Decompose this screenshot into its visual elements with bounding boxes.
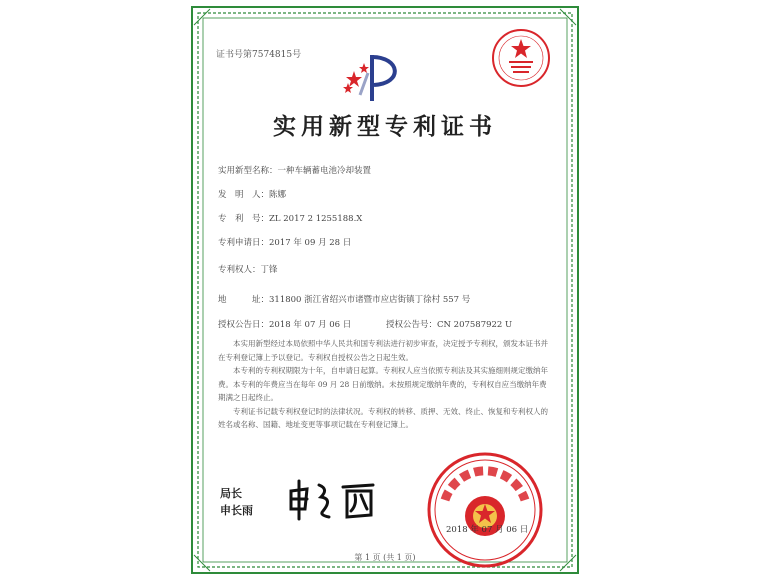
field-label: 专 利 号：: [218, 214, 270, 224]
body-paragraph: 专利证书记载专利权登记时的法律状况。专利权的转移、质押、无效、终止、恢复和专利权人的姓名或名称、国籍、地址变更等事项记载在专利登记簿上。: [218, 406, 548, 429]
seal-date: 2018 年 07 月 06 日: [446, 525, 529, 535]
signatory-title: 局长: [220, 487, 242, 500]
sipo-logo-icon: [340, 51, 410, 103]
field-grant-number: [386, 318, 512, 330]
top-seal-icon: [490, 27, 552, 89]
field-label: 实用新型名称：: [218, 166, 278, 176]
field-label: 授权公告日：: [218, 320, 270, 330]
certificate-body-text: [218, 337, 548, 432]
signatory-name: 申长雨: [220, 504, 253, 517]
field-value: 2018 年 07 月 06 日: [269, 320, 352, 330]
field-application-date: [218, 236, 351, 248]
field-utility-model-name: [218, 164, 371, 176]
certificate-title: 实用新型专利证书: [273, 113, 497, 140]
body-paragraph: 本专利的专利权期限为十年，自申请日起算。专利权人应当依照专利法及其实施细则规定缴纳年费。本专利的年费应当在每年 09 月 28 日前缴纳。未按照规定缴纳年费的，专利权自应当缴纳年费期满之日起终止。: [218, 366, 548, 402]
patent-certificate: [190, 5, 580, 575]
certificate-number: 证书号第7574815号: [216, 50, 302, 60]
field-label: 发 明 人：: [218, 190, 270, 200]
field-grant-date: [218, 318, 351, 330]
field-value: 丁锋: [260, 265, 278, 275]
field-value: ZL 2017 2 1255188.X: [269, 214, 363, 224]
page-footer: 第 1 页 (共 1 页): [354, 553, 416, 562]
field-inventor: [218, 188, 286, 200]
body-paragraph: 本实用新型经过本局依照中华人民共和国专利法进行初步审查，决定授予专利权，颁发本证书并在专利登记簿上予以登记。专利权自授权公告之日起生效。: [218, 339, 548, 362]
field-label: 专利申请日：: [218, 238, 270, 248]
handwritten-signature-icon: [285, 475, 380, 523]
field-label: 授权公告号：: [386, 320, 438, 330]
field-address: [218, 293, 470, 305]
field-value: 2017 年 09 月 28 日: [269, 238, 352, 248]
field-value: 311800 浙江省绍兴市诸暨市应店街镇丁徐村 557 号: [269, 295, 471, 305]
field-value: CN 207587922 U: [437, 320, 513, 330]
field-patent-number: [218, 212, 362, 224]
field-label: 地 址：: [218, 295, 270, 305]
field-value: 陈娜: [269, 190, 287, 200]
field-label: 专利权人：: [218, 265, 261, 275]
field-value: 一种车辆蓄电池冷却装置: [277, 166, 372, 176]
field-patentee: [218, 263, 278, 275]
